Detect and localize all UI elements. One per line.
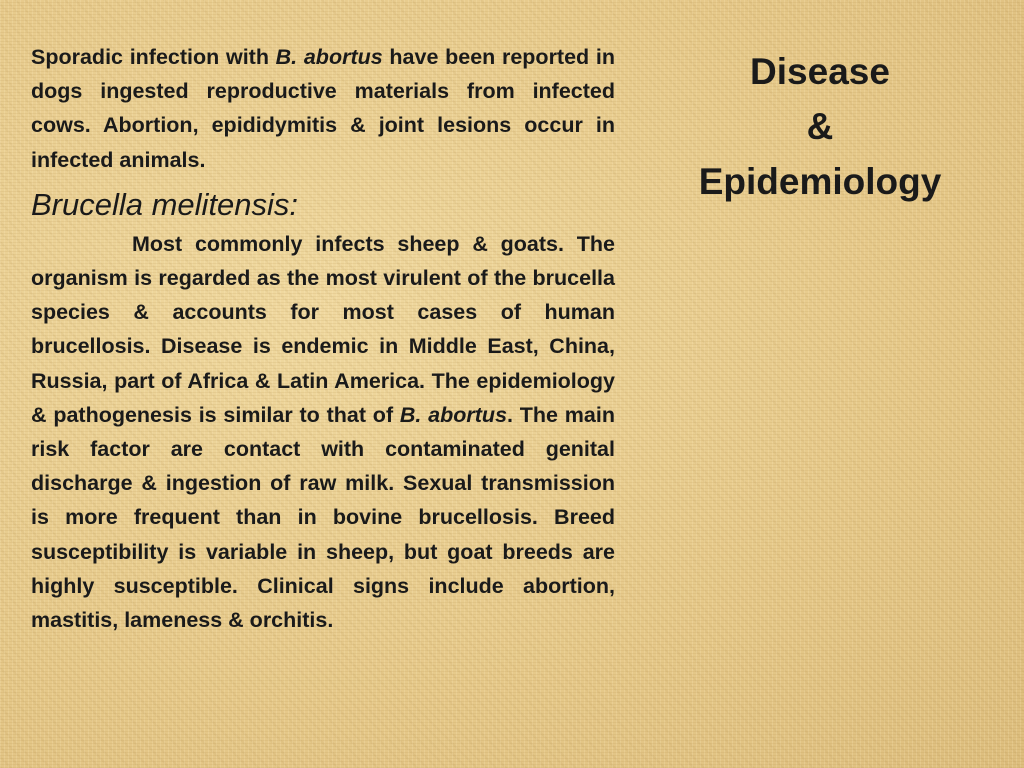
title-line-1: Disease	[750, 51, 890, 92]
species-heading: Brucella melitensis:	[31, 186, 299, 222]
intro-paragraph	[31, 40, 615, 177]
melitensis-italic-species: B. abortus	[399, 402, 508, 427]
melitensis-paragraph	[31, 227, 615, 637]
melitensis-text-1: Most commonly infects sheep & goats. The organism is regarded as the most virulent of the brucella species & accounts for most cases of human brucellosis. Disease is endemic in Middle East, China, Russia, part of Africa & Latin America. The epidemiology & pathogenesis is similar to that of	[31, 231, 615, 427]
slide-title	[680, 44, 960, 209]
intro-text-2: have been reported in dogs ingested reproductive materials from infected cows. Abortion, epididymitis & joint lesions occur in infected animals.	[31, 45, 615, 172]
intro-text-1: Sporadic infection with	[31, 45, 276, 69]
intro-italic-species: B. abortus	[275, 45, 383, 69]
title-line-3: Epidemiology	[698, 161, 942, 202]
body-text	[31, 40, 615, 637]
melitensis-text-2: . The main risk factor are contact with contaminated genital discharge & ingestion of raw milk. Sexual transmission is more frequent than in bovine brucellosis. Breed susceptibility is variable in sheep, but goat breeds are highly susceptible. Clinical signs include abortion, mastitis, lameness & orchitis.	[31, 402, 615, 633]
title-line-2: &	[806, 106, 834, 147]
